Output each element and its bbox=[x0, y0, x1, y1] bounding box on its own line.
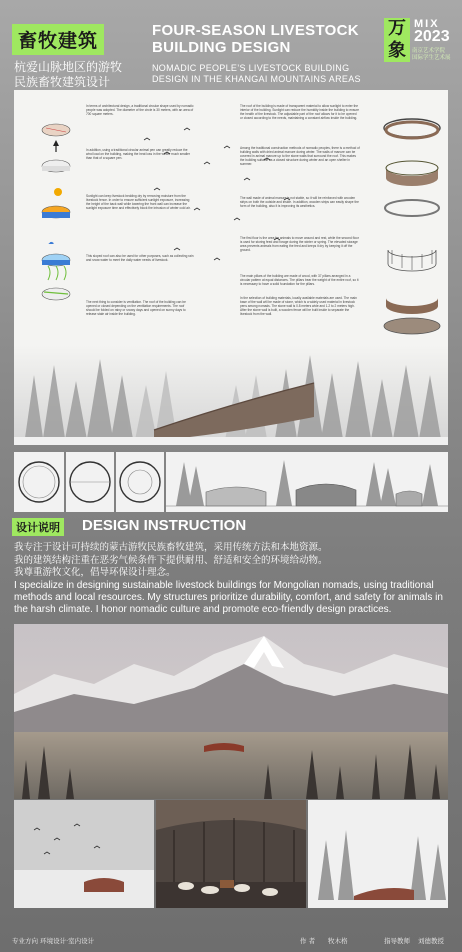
mountain-landscape-render bbox=[14, 624, 448, 799]
text-pillars: The main pillars of the building are made of wood, with 37 pillars arranged in a circular pattern at equal distances. The pillars bear the weight of the entire roof, so it is necessary to have a solid foundation for the pillars. bbox=[240, 274, 359, 286]
logo-glyph-box bbox=[384, 18, 410, 62]
text-wooden-strips: The wall made of animal manure is not stable, so it will be reinforced with wooden strips on both the outside and inside. In addition, wooden strips can easily shape the form of the building, also it is improving its aesthetics. bbox=[240, 196, 359, 208]
design-cn-line-3: 我尊重游牧文化，倡导环保设计理念。 bbox=[14, 567, 176, 578]
text-sunlight: Sunlight can keep livestock bedding dry by removing moisture from the livestock fence. In order to ensure sufficient sunlight exposure, increasing the height of the back wall while lowering the front wall can increase the sunlight exposure time and effectively block the intrusion of winter cold air. bbox=[86, 194, 191, 210]
cn-subtitle-line-2: 民族畜牧建筑设计 bbox=[14, 75, 111, 89]
elevation-drawings bbox=[166, 452, 448, 512]
text-ventilation: The next thing to consider is ventilation. The roof of the building can be opened or closed depending on the ventilation requirements. The roof should be folded on rainy or snowy days and opened on sunny days to release stale air inside the building. bbox=[86, 300, 186, 316]
en-subtitle-line-2: DESIGN IN THE KHANGAI MOUNTAINS AREAS bbox=[152, 74, 361, 84]
plan-elevation-row bbox=[14, 452, 448, 512]
svg-text:☁: ☁ bbox=[48, 239, 54, 246]
logo-mix: MIX bbox=[414, 18, 440, 30]
design-instruction-cn bbox=[14, 542, 444, 580]
design-instruction-tag: 设计说明 bbox=[12, 518, 64, 536]
en-title-line-2: BUILDING DESIGN bbox=[152, 39, 291, 56]
logo-glyph-2: 象 bbox=[388, 40, 406, 61]
cn-subtitle-line-1: 杭爱山脉地区的游牧 bbox=[14, 60, 123, 74]
logo-sub-line-2: 国际学生艺术展 bbox=[412, 55, 451, 61]
en-subtitle bbox=[152, 63, 361, 85]
bottom-renders-row bbox=[14, 800, 448, 908]
footer-author-label: 作 者 bbox=[300, 937, 316, 945]
exploded-ring-stack bbox=[376, 100, 448, 340]
logo-glyph-1: 万 bbox=[388, 18, 406, 39]
footer-advisor: 刘德教授 bbox=[418, 937, 444, 945]
logo-sub-line-1: 南京艺术学院 bbox=[412, 48, 446, 54]
text-transparent-roof: The roof of the building is made of transparent material to allow sunlight to enter the interior of the building. Sunlight can reduce the humidity inside the building to ensure the health of the livestock. The adjustable part of the roof allows for it to be opened or closed according to the needs, maintaining a constant airflow inside the building. bbox=[240, 104, 360, 120]
design-instruction-en: I specialize in designing sustainable livestock buildings for Mongolian nomads, using traditional methods and local resources. My structures prioritize durability, comfort, and safety for animals in the harsh climate. I honor nomadic culture and promote eco-friendly design practices. bbox=[14, 580, 443, 615]
footer-major: 专业方向 环境设计·室内设计 bbox=[12, 937, 95, 945]
en-subtitle-line-1: NOMADIC PEOPLE’S LIVESTOCK BUILDING bbox=[152, 63, 350, 73]
plan-drawing-3 bbox=[116, 452, 164, 512]
logo-year: 2023 bbox=[414, 28, 450, 45]
plan-drawing-1 bbox=[14, 452, 64, 512]
text-wind-load: In addition, using a traditional circular animal pen can greatly reduce the wind load on the building, making the heat loss in the winter much smaller than that of a square pen. bbox=[86, 148, 191, 160]
birds-flock bbox=[124, 120, 324, 280]
plan-circle-icon bbox=[14, 452, 64, 512]
en-title bbox=[152, 22, 359, 56]
footer bbox=[0, 930, 462, 952]
concept-diagram-icons bbox=[34, 104, 94, 314]
text-circular-shape: In terms of architectural design, a traditional circular shape used by nomadic people was adopted. The diameter of the circle is 30 meters, with an area of 700 square meters. bbox=[86, 104, 194, 116]
plan-circle-icon-2 bbox=[66, 452, 114, 512]
cn-subtitle bbox=[14, 60, 122, 90]
concept-panel bbox=[14, 90, 448, 445]
plan-circle-icon-3 bbox=[116, 452, 164, 512]
footer-advisor-label: 指导教师 bbox=[384, 937, 410, 945]
text-materials: In the selection of building materials, locally available materials are used. The main base of the wall will be made of stone, which is a widely used material in livestock pens among nomads. The stone wall is 0.8 meters wide and 1.2 to 2 meters high. After the stone wall is built, a wooden fence will be built inside to separate the livestock from the wall. bbox=[240, 296, 357, 316]
cn-title-tag: 畜牧建筑 bbox=[12, 24, 104, 55]
plan-drawing-2 bbox=[66, 452, 114, 512]
elevation-trees-building bbox=[166, 452, 448, 512]
text-manure-walls: Among the traditional construction methods of nomadic peoples, there is a method of building walls with dried animal manure during winter. The walls of manure can be covered in animal manure up to the stone walls that surround the roof. This makes the building suitable as a closed structure during winter and an open shelter in summer. bbox=[240, 146, 360, 166]
design-cn-line-1: 我专注于设计可持续的蒙古游牧民族畜牧建筑，采用传统方法和本地资源。 bbox=[14, 542, 328, 553]
design-cn-line-2: 我的建筑结构注重在恶劣气候条件下提供耐用、舒适和安全的环境给动物。 bbox=[14, 554, 328, 566]
en-title-line-1: FOUR-SEASON LIVESTOCK bbox=[152, 22, 359, 39]
mix-2023-logo bbox=[384, 18, 454, 82]
snowy-forest-render bbox=[14, 345, 448, 445]
text-sloped-roof: This sloped roof can also be used for other purposes, such as collecting rain and snow water to meet the daily water needs of livestock. bbox=[86, 254, 194, 262]
design-instruction-title: DESIGN INSTRUCTION bbox=[82, 517, 247, 534]
footer-author: 牧木格 bbox=[328, 937, 348, 945]
text-two-floors: The first floor is the area for animals to move around and rest, while the second floor is used for storing feed and forage during the winter or spring. The elevated storage area prevents animals from eating the feed and keeps it dry by keeping it off the ground. bbox=[240, 236, 359, 252]
logo-subtitle bbox=[412, 48, 451, 62]
